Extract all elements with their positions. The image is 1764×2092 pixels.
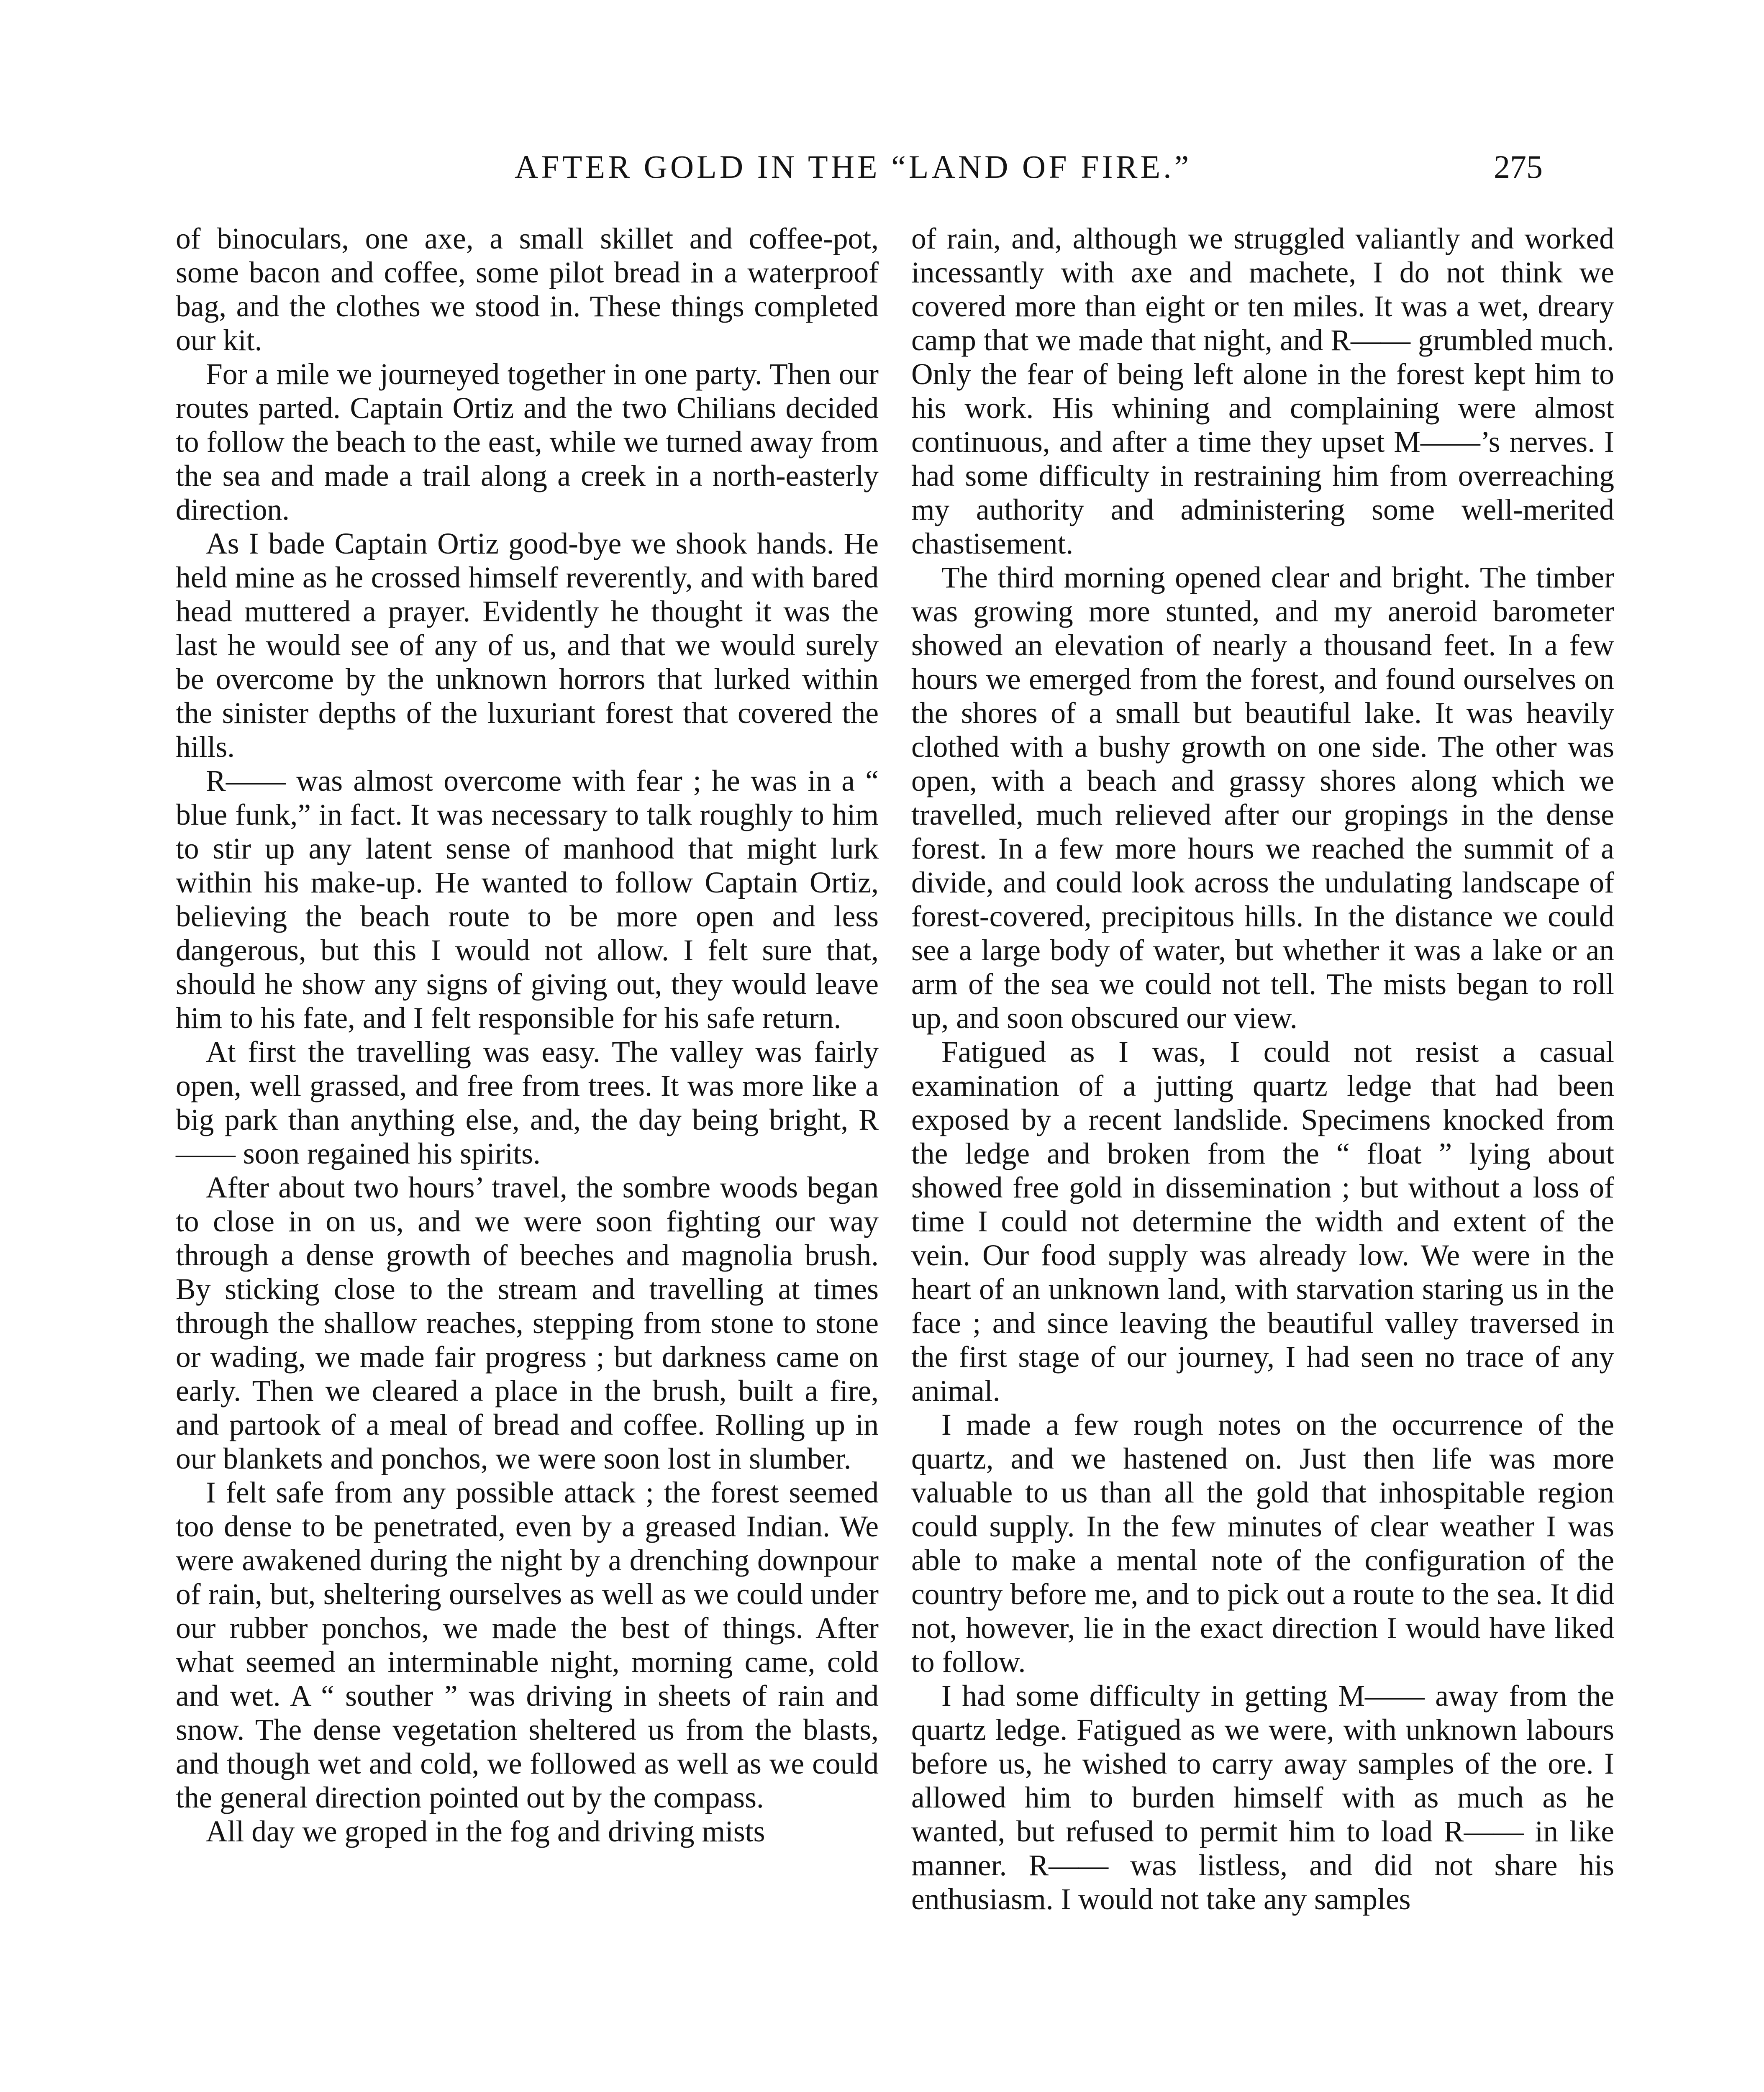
- paragraph: of rain, and, although we struggled valiantly and worked incessantly with axe and machete, I do not think we covered more than eight or ten miles. It was a wet, dreary camp that we made that night, and R—— grumbled much. Only the fear of being left alone in the forest kept him to his work. His whining and complaining were almost continuous, and after a time they upset M——’s nerves. I had some difficulty in restraining him from overreaching my authority and administering some well-merited chastisement.: [911, 222, 1614, 560]
- page-number: 275: [1494, 149, 1543, 185]
- paragraph: I made a few rough notes on the occurrence of the quartz, and we hastened on. Just then life was more valuable to us than all the gold that inhospitable region could supply. In the few minutes of clear weather I was able to make a mental note of the configuration of the country before me, and to pick out a route to the sea. It did not, however, lie in the exact direction I would have liked to follow.: [911, 1408, 1614, 1679]
- paragraph: As I bade Captain Ortiz good-bye we shook hands. He held mine as he crossed himself reverently, and with bared head muttered a prayer. Evidently he thought it was the last he would see of any of us, and that we would surely be overcome by the unknown horrors that lurked within the sinister depths of the luxuriant forest that covered the hills.: [176, 527, 879, 764]
- paragraph: At first the travelling was easy. The valley was fairly open, well grassed, and free from trees. It was more like a big park than anything else, and, the day being bright, R—— soon regained his spirits.: [176, 1036, 879, 1170]
- left-column: [176, 222, 879, 1848]
- paragraph: I had some difficulty in getting M—— away from the quartz ledge. Fatigued as we were, with unknown labours before us, he wished to carry away samples of the ore. I allowed him to burden himself with as much as he wanted, but refused to permit him to load R—— in like manner. R—— was listless, and did not share his enthusiasm. I would not take any samples: [911, 1679, 1614, 1916]
- paragraph: I felt safe from any possible attack ; the forest seemed too dense to be penetrated, even by a greased Indian. We were awakened during the night by a drenching downpour of rain, but, sheltering ourselves as well as we could under our rubber ponchos, we made the best of things. After what seemed an interminable night, morning came, cold and wet. A “ souther ” was driving in sheets of rain and snow. The dense vegetation sheltered us from the blasts, and though wet and cold, we followed as well as we could the general direction pointed out by the compass.: [176, 1476, 879, 1814]
- paragraph: For a mile we journeyed together in one party. Then our routes parted. Captain Ortiz and the two Chilians decided to follow the beach to the east, while we turned away from the sea and made a trail along a creek in a north-easterly direction.: [176, 358, 879, 526]
- paragraph: R—— was almost overcome with fear ; he was in a “ blue funk,” in fact. It was necessary to talk roughly to him to stir up any latent sense of manhood that might lurk within his make-up. He wanted to follow Captain Ortiz, believing the beach route to be more open and less dangerous, but this I would not allow. I felt sure that, should he show any signs of giving out, they would leave him to his fate, and I felt responsible for his safe return.: [176, 764, 879, 1035]
- paragraph: After about two hours’ travel, the sombre woods began to close in on us, and we were soon fighting our way through a dense growth of beeches and magnolia brush. By sticking close to the stream and travelling at times through the shallow reaches, stepping from stone to stone or wading, we made fair progress ; but darkness came on early. Then we cleared a place in the brush, built a fire, and partook of a meal of bread and coffee. Rolling up in our blankets and ponchos, we were soon lost in slumber.: [176, 1171, 879, 1475]
- paragraph: All day we groped in the fog and driving mists: [206, 1815, 765, 1848]
- running-title: AFTER GOLD IN THE “LAND OF FIRE.”: [515, 149, 1192, 185]
- paragraph: The third morning opened clear and bright. The timber was growing more stunted, and my aneroid barometer showed an elevation of nearly a thousand feet. In a few hours we emerged from the forest, and found ourselves on the shores of a small but beautiful lake. It was heavily clothed with a bushy growth on one side. The other was open, with a beach and grassy shores along which we travelled, much relieved after our gropings in the dense forest. In a few more hours we reached the summit of a divide, and could look across the undulating landscape of forest-covered, precipitous hills. In the distance we could see a large body of water, but whether it was a lake or an arm of the sea we could not tell. The mists began to roll up, and soon obscured our view.: [911, 561, 1614, 1035]
- right-column: [911, 222, 1614, 1916]
- paragraph: Fatigued as I was, I could not resist a casual examination of a jutting quartz ledge that had been exposed by a recent landslide. Specimens knocked from the ledge and broken from the “ float ” lying about showed free gold in dissemination ; but without a loss of time I could not determine the width and extent of the vein. Our food supply was already low. We were in the heart of an unknown land, with starvation staring us in the face ; and since leaving the beautiful valley traversed in the first stage of our journey, I had seen no trace of any animal.: [911, 1036, 1614, 1407]
- paragraph: of binoculars, one axe, a small skillet and coffee-pot, some bacon and coffee, some pilot bread in a waterproof bag, and the clothes we stood in. These things completed our kit.: [176, 222, 879, 357]
